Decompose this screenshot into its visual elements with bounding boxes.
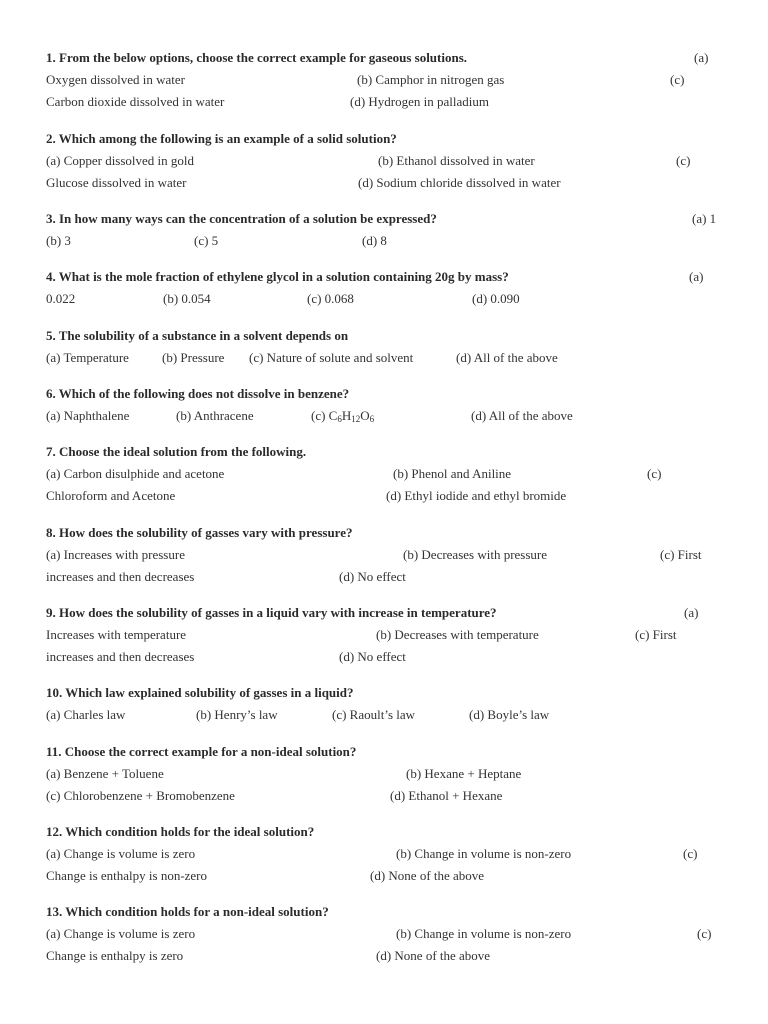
question-11-option-c: (c) Chlorobenzene + Bromobenzene [46,788,235,803]
question-9-option-c-end: increases and then decreases [46,649,195,664]
question-9-option-a-label: (a) [684,605,699,620]
question-4-option-b: (b) 0.054 [163,291,211,306]
question-12-option-b: (b) Change in volume is non-zero [396,846,572,861]
question-10-option-d: (d) Boyle’s law [469,707,550,722]
formula-prefix: (c) C [311,408,338,423]
formula-sub-o: 6 [369,414,375,424]
question-12: 12. Which condition holds for the ideal solution? [46,824,315,839]
question-13-option-d: (d) None of the above [376,948,491,963]
question-12-option-c: Change is enthalpy is non-zero [46,868,208,883]
formula-h: H [341,408,352,423]
question-1-option-d: (d) Hydrogen in palladium [350,94,489,109]
question-13-option-b: (b) Change in volume is non-zero [396,926,572,941]
question-5-option-d: (d) All of the above [456,350,558,365]
question-5-option-c: (c) Nature of solute and solvent [249,350,414,365]
question-6-option-c [311,408,374,424]
question-3-option-a: (a) 1 [692,211,717,226]
question-4-option-a: 0.022 [46,291,76,306]
question-7-option-b: (b) Phenol and Aniline [393,466,512,481]
question-3-option-d: (d) 8 [362,233,387,248]
question-5-option-a: (a) Temperature [46,350,129,365]
question-1: 1. From the below options, choose the correct example for gaseous solutions. [46,50,468,65]
question-1-option-c: Carbon dioxide dissolved in water [46,94,225,109]
question-8-option-d: (d) No effect [339,569,406,584]
question-13-option-c: Change is enthalpy is zero [46,948,184,963]
question-6-option-b: (b) Anthracene [176,408,254,423]
question-13-option-a: (a) Change is volume is zero [46,926,196,941]
question-2-option-d: (d) Sodium chloride dissolved in water [358,175,561,190]
question-10-option-b: (b) Henry’s law [196,707,278,722]
question-13: 13. Which condition holds for a non-ideal solution? [46,904,329,919]
formula-sub-h: 12 [351,414,361,424]
question-10-option-a: (a) Charles law [46,707,126,722]
question-10: 10. Which law explained solubility of gasses in a liquid? [46,685,354,700]
question-4-option-d: (d) 0.090 [472,291,520,306]
question-11-option-a: (a) Benzene + Toluene [46,766,164,781]
question-2-option-b: (b) Ethanol dissolved in water [378,153,535,168]
question-5-option-b: (b) Pressure [162,350,225,365]
question-11: 11. Choose the correct example for a non-ideal solution? [46,744,357,759]
question-2-option-a: (a) Copper dissolved in gold [46,153,195,168]
question-4-option-c: (c) 0.068 [307,291,354,306]
question-7-option-d: (d) Ethyl iodide and ethyl bromide [386,488,567,503]
question-8-option-b: (b) Decreases with pressure [403,547,548,562]
question-11-option-b: (b) Hexane + Heptane [406,766,522,781]
question-4-option-a-label: (a) [689,269,704,284]
question-7-option-c: Chloroform and Acetone [46,488,176,503]
question-2-option-c-label: (c) [676,153,691,168]
question-4: 4. What is the mole fraction of ethylene glycol in a solution containing 20g by mass? [46,269,509,284]
question-6-option-a: (a) Naphthalene [46,408,130,423]
question-7-option-a: (a) Carbon disulphide and acetone [46,466,225,481]
question-1-option-a: Oxygen dissolved in water [46,72,186,87]
question-12-option-a: (a) Change is volume is zero [46,846,196,861]
question-8-option-c-end: increases and then decreases [46,569,195,584]
question-2-option-c: Glucose dissolved in water [46,175,187,190]
question-7-option-c-label: (c) [647,466,662,481]
question-8-option-c-start: (c) First [660,547,702,562]
question-8: 8. How does the solubility of gasses vary with pressure? [46,525,353,540]
question-9-option-c-start: (c) First [635,627,677,642]
question-9-option-b: (b) Decreases with temperature [376,627,539,642]
question-6: 6. Which of the following does not dissolve in benzene? [46,386,350,401]
formula-o: O [360,408,370,423]
question-1-option-c-label: (c) [670,72,685,87]
question-3: 3. In how many ways can the concentration of a solution be expressed? [46,211,437,226]
question-1-option-a-label: (a) [694,50,709,65]
question-8-option-a: (a) Increases with pressure [46,547,185,562]
question-3-option-b: (b) 3 [46,233,71,248]
question-12-option-c-label: (c) [683,846,698,861]
question-5: 5. The solubility of a substance in a solvent depends on [46,328,349,343]
question-1-option-b: (b) Camphor in nitrogen gas [357,72,505,87]
question-9-option-d: (d) No effect [339,649,406,664]
question-9-option-a: Increases with temperature [46,627,187,642]
question-9: 9. How does the solubility of gasses in a liquid vary with increase in temperature? [46,605,497,620]
formula-sub-c: 6 [337,414,342,424]
question-12-option-d: (d) None of the above [370,868,485,883]
question-10-option-c: (c) Raoult’s law [332,707,416,722]
question-11-option-d: (d) Ethanol + Hexane [390,788,503,803]
question-13-option-c-label: (c) [697,926,712,941]
question-2: 2. Which among the following is an example of a solid solution? [46,131,397,146]
question-7: 7. Choose the ideal solution from the following. [46,444,307,459]
question-3-option-c: (c) 5 [194,233,219,248]
question-6-option-d: (d) All of the above [471,408,573,423]
